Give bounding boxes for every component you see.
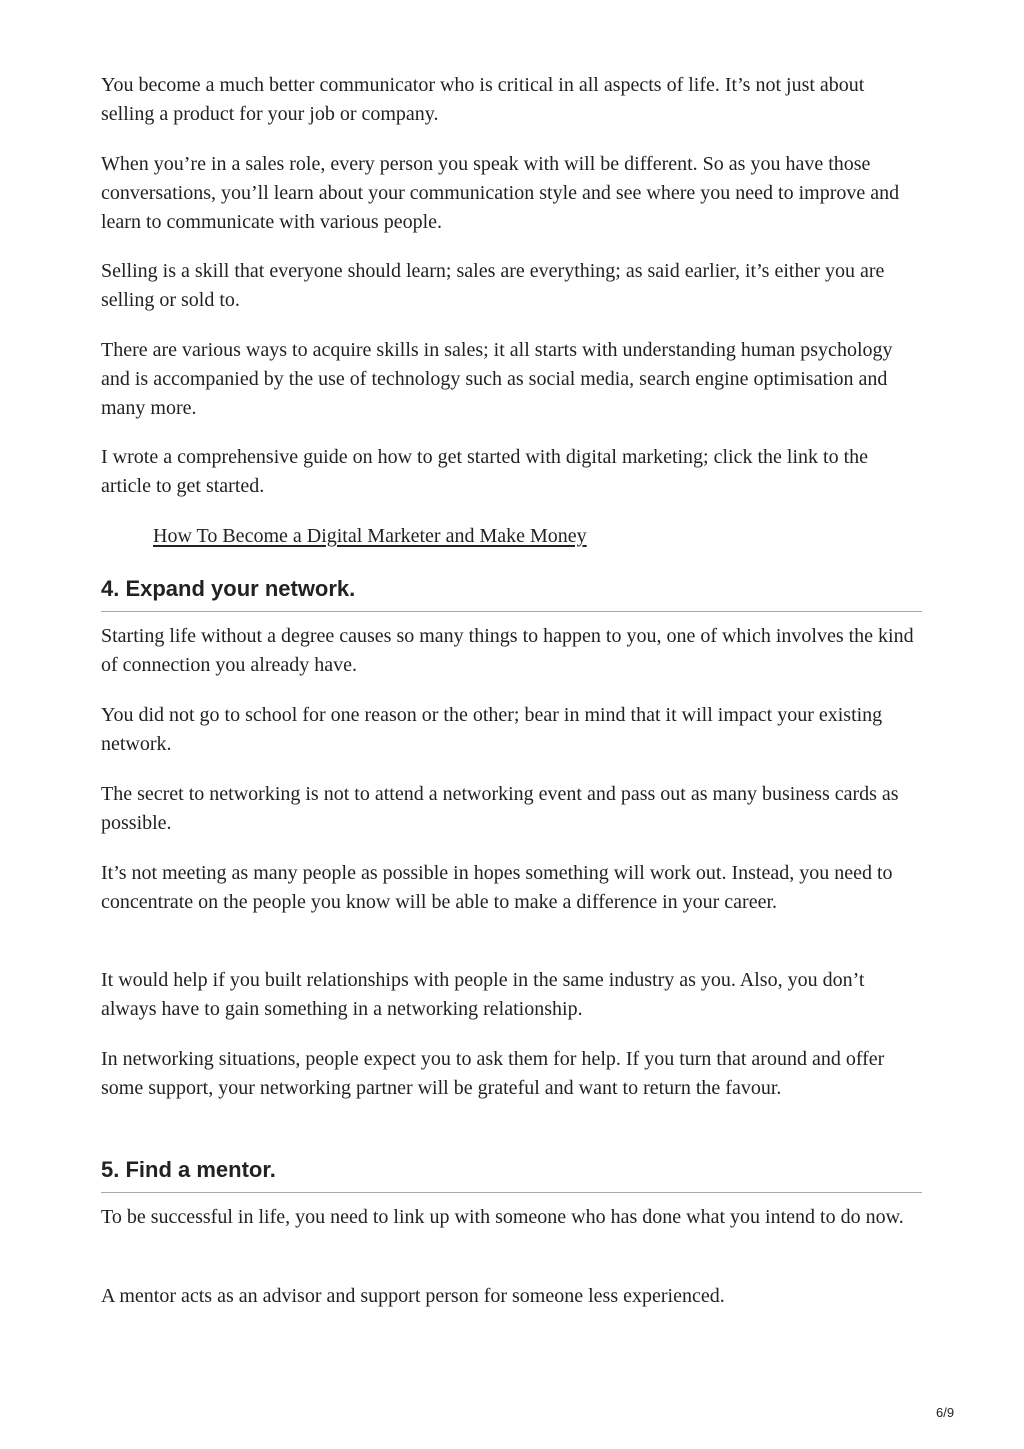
paragraph: I wrote a comprehensive guide on how to get started with digital marketing; click the link to the article to get started. bbox=[101, 446, 869, 497]
paragraph: Starting life without a degree causes so many things to happen to you, one of which involves the kind of connection you already have. bbox=[101, 625, 914, 676]
paragraph: When you’re in a sales role, every person you speak with will be different. So as you have those conversations, you’ll learn about your communication style and see where you need to improve and learn to communicate with various people. bbox=[101, 153, 900, 233]
section-divider bbox=[101, 611, 922, 612]
page-number: 6/9 bbox=[936, 1405, 955, 1420]
paragraph: The secret to networking is not to attend a networking event and pass out as many business cards as possible. bbox=[101, 783, 899, 834]
paragraph: To be successful in life, you need to link up with someone who has done what you intend to do now. bbox=[101, 1206, 904, 1228]
paragraph: There are various ways to acquire skills in sales; it all starts with understanding human psychology and is accompanied by the use of technology such as social media, search engine optimisation and many more. bbox=[101, 339, 893, 419]
paragraph: A mentor acts as an advisor and support person for someone less experienced. bbox=[101, 1285, 725, 1307]
paragraph: You did not go to school for one reason or the other; bear in mind that it will impact your existing network. bbox=[101, 704, 883, 755]
section-heading-find-mentor: 5. Find a mentor. bbox=[101, 1157, 276, 1182]
article-link-line bbox=[153, 522, 587, 551]
paragraph: It would help if you built relationships with people in the same industry as you. Also, you don’t always have to gain something in a networking relationship. bbox=[101, 969, 865, 1020]
paragraph: It’s not meeting as many people as possible in hopes something will work out. Instead, you need to concentrate on the people you know will be able to make a difference in your career. bbox=[101, 862, 893, 913]
section-divider bbox=[101, 1192, 922, 1193]
paragraph: In networking situations, people expect you to ask them for help. If you turn that around and offer some support, your networking partner will be grateful and want to return the favour. bbox=[101, 1048, 885, 1099]
paragraph: Selling is a skill that everyone should learn; sales are everything; as said earlier, it’s either you are selling or sold to. bbox=[101, 260, 885, 311]
digital-marketer-article-link[interactable]: How To Become a Digital Marketer and Make Money bbox=[153, 525, 587, 547]
section-heading-expand-network: 4. Expand your network. bbox=[101, 576, 356, 601]
paragraph: You become a much better communicator who is critical in all aspects of life. It’s not just about selling a product for your job or company. bbox=[101, 74, 865, 125]
